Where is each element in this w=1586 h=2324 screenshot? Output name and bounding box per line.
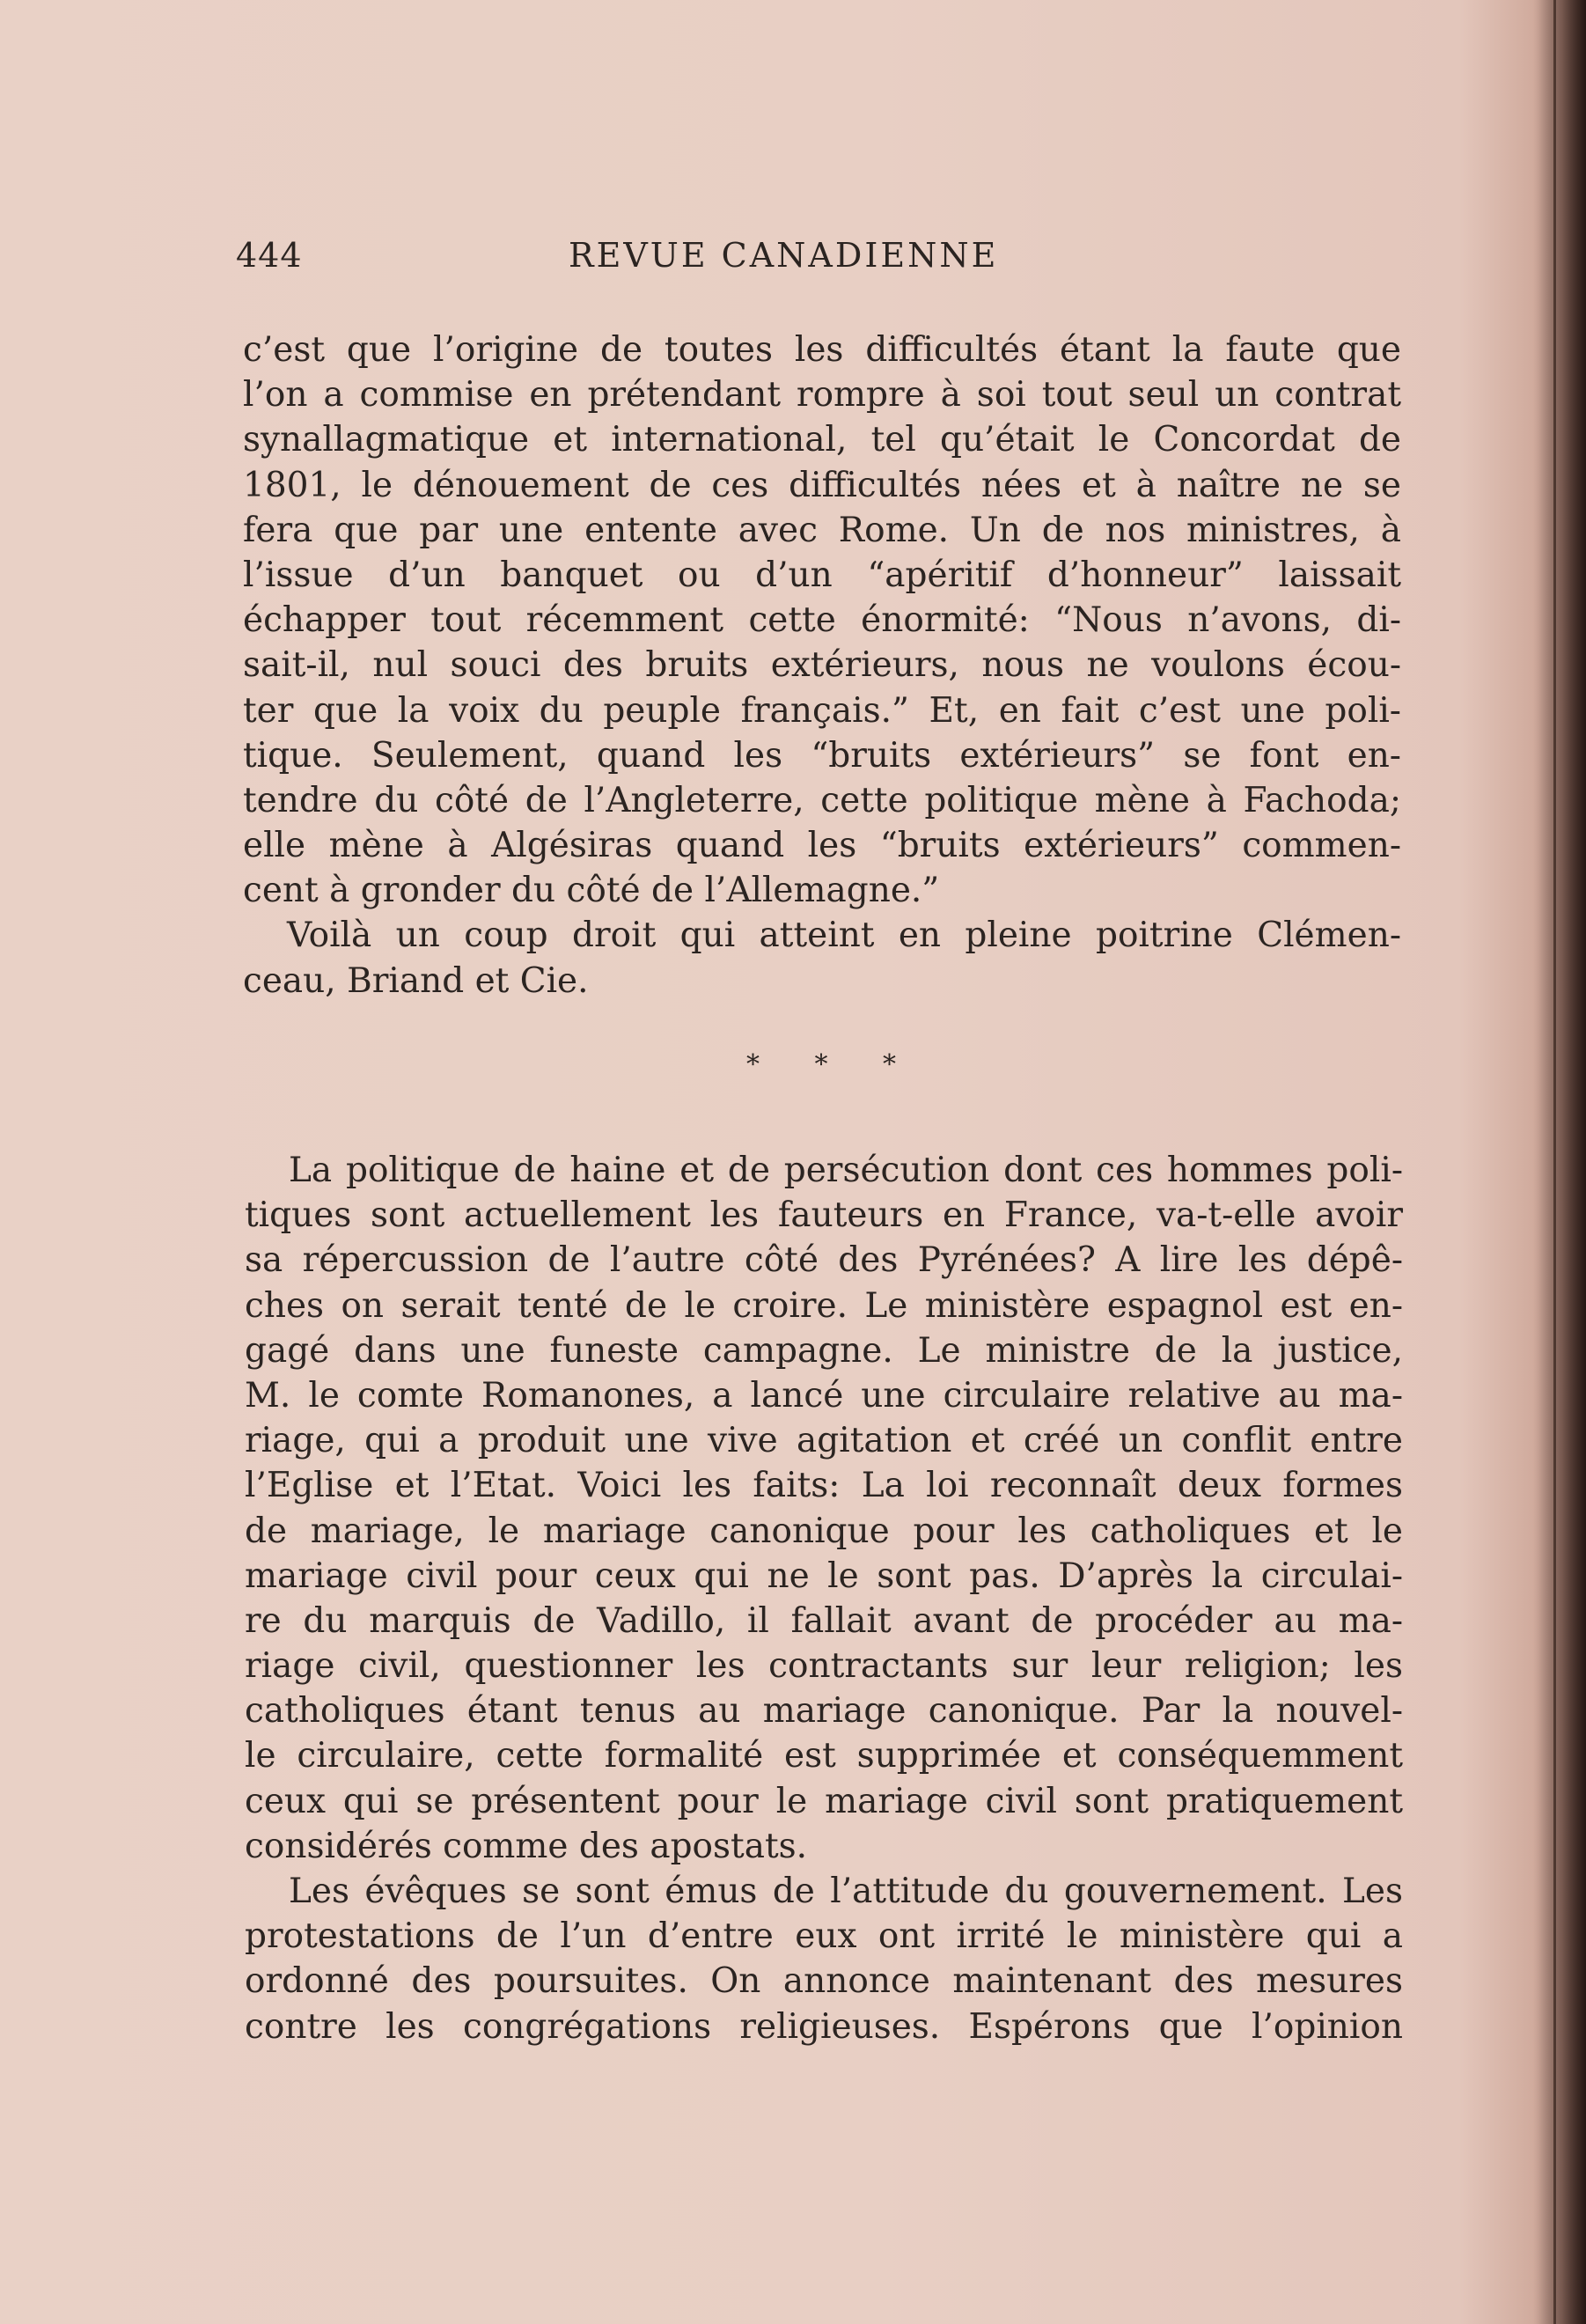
text-line: tiques sont actuellement les fauteurs en France, va-t-elle avoir	[245, 1195, 1403, 1236]
asterisk: *	[814, 1049, 828, 1080]
text-line: riage civil, questionner les contractants sur leur religion; les	[245, 1646, 1403, 1687]
paragraph-block-1	[243, 327, 1401, 1004]
text-line: ceux qui se présentent pour le mariage civil sont pratiquement	[245, 1781, 1403, 1821]
text-line: fera que par une entente avec Rome. Un de nos ministres, à	[243, 510, 1401, 550]
text-line: de mariage, le mariage canonique pour les catholiques et le	[245, 1511, 1403, 1551]
text-line: sait-il, nul souci des bruits extérieurs, nous ne voulons écou-	[243, 645, 1401, 686]
text-line: le circulaire, cette formalité est supprimée et conséquemment	[245, 1736, 1403, 1776]
page-header	[236, 236, 1398, 280]
text-line: elle mène à Algésiras quand les “bruits extérieurs” commen-	[243, 826, 1401, 866]
text-line: tendre du côté de l’Angleterre, cette politique mène à Fachoda;	[243, 780, 1401, 820]
text-line: ter que la voix du peuple français.” Et, en fait c’est une poli-	[243, 690, 1401, 731]
text-line: re du marquis de Vadillo, il fallait avant de procéder au ma-	[245, 1600, 1403, 1641]
text-line: Les évêques se sont émus de l’attitude du gouvernement. Les	[289, 1872, 1403, 1911]
text-line: considérés comme des apostats.	[245, 1826, 808, 1866]
text-line: ches on serait tenté de le croire. Le ministère espagnol est en-	[245, 1285, 1403, 1326]
paragraph-block-2	[245, 1148, 1403, 2049]
text-line: La politique de haine et de persécution dont ces hommes poli-	[289, 1151, 1403, 1190]
text-line: synallagmatique et international, tel qu’était le Concordat de	[243, 420, 1401, 460]
asterisk: *	[746, 1049, 760, 1080]
asterisk: *	[883, 1049, 896, 1080]
text-line: gagé dans une funeste campagne. Le ministre de la justice,	[245, 1330, 1403, 1371]
text-line: sa répercussion de l’autre côté des Pyrénées? A lire les dépê-	[245, 1240, 1403, 1281]
text-line: Voilà un coup droit qui atteint en pleine poitrine Clémen-	[287, 916, 1401, 956]
page-edge-shadow	[1533, 0, 1586, 2324]
text-line: l’issue d’un banquet ou d’un “apéritif d’honneur” laissait	[243, 555, 1401, 595]
text-line: riage, qui a produit une vive agitation et créé un conflit entre	[245, 1421, 1403, 1461]
text-line: échapper tout récemment cette énormité: “Nous n’avons, di-	[243, 600, 1401, 641]
text-line: ceau, Briand et Cie.	[243, 960, 589, 1001]
text-line: 1801, le dénouement de ces difficultés nées et à naître ne se	[243, 465, 1401, 505]
text-line: catholiques étant tenus au mariage canonique. Par la nouvel-	[245, 1691, 1403, 1732]
text-line: contre les congrégations religieuses. Espérons que l’opinion	[245, 2006, 1403, 2047]
binding-edge	[1553, 0, 1556, 2324]
text-line: protestations de l’un d’entre eux ont irrité le ministère qui a	[245, 1916, 1403, 1957]
text-line: c’est que l’origine de toutes les difficultés étant la faute que	[243, 330, 1401, 370]
running-title: REVUE CANADIENNE	[569, 236, 999, 275]
text-line: l’Eglise et l’Etat. Voici les faits: La loi reconnaît deux formes	[245, 1466, 1403, 1506]
text-line: M. le comte Romanones, a lancé une circulaire relative au ma-	[245, 1375, 1403, 1416]
page-number: 444	[236, 236, 303, 275]
text-line: ordonné des poursuites. On annonce maintenant des mesures	[245, 1961, 1403, 2002]
text-line: mariage civil pour ceux qui ne le sont pas. D’après la circulai-	[245, 1555, 1403, 1596]
text-line: l’on a commise en prétendant rompre à soi tout seul un contrat	[243, 375, 1401, 416]
text-line: tique. Seulement, quand les “bruits extérieurs” se font en-	[243, 735, 1401, 776]
text-line: cent à gronder du côté de l’Allemagne.”	[243, 871, 940, 911]
section-separator	[746, 1049, 896, 1080]
